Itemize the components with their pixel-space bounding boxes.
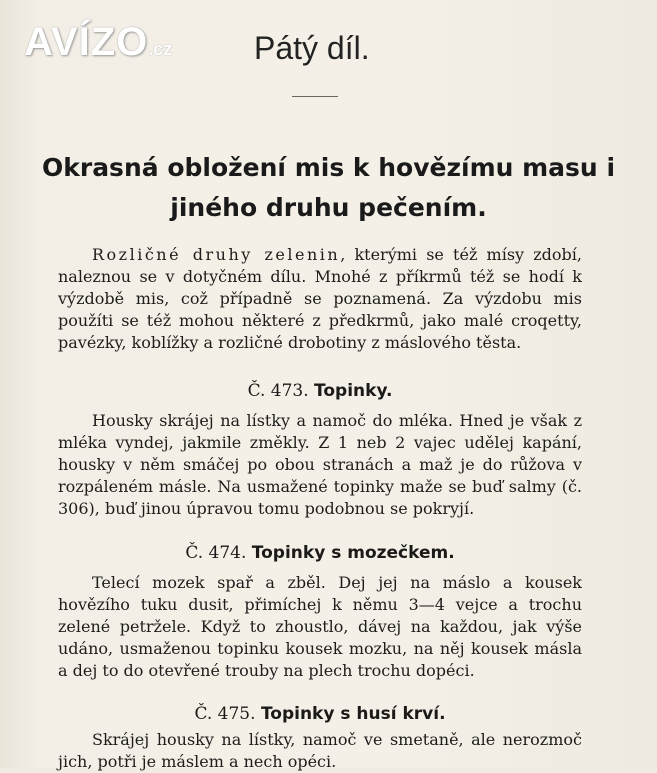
recipe-name: Topinky s mozečkem.: [251, 543, 455, 563]
recipe-text-473: Housky skrájej na lístky a namoč do mléka. Hned je však z mléka vyndej, jakmile změkly. Z 1 neb 2 vajec udělej kapání, housky v něm smáčej po obou stranách a maž je do růžova v rozpáleném másle. Na usmažené topinky maže se buď salmy (č. 306), buď jinou úpravou tomu podobnou se pokryjí.: [58, 411, 582, 518]
watermark-suffix: .cz: [148, 39, 173, 59]
recipe-heading-473: [58, 380, 582, 402]
chapter-title: Okrasná obložení mis k hovězímu masu i jiného druhu pečením.: [41, 153, 616, 222]
recipe-number: Č. 473.: [247, 381, 309, 401]
recipe-number: Č. 475.: [194, 704, 256, 724]
divider-rule: [292, 96, 338, 97]
avizo-watermark: [24, 22, 172, 69]
recipe-heading-475: [58, 703, 582, 725]
recipe-number: Č. 474.: [185, 543, 247, 563]
intro-spaced-text: Rozličné druhy zelenin: [92, 245, 341, 264]
part-title: Pátý díl.: [254, 30, 370, 66]
intro-text: , kterými se též mísy zdobí, naleznou se v dotyčném dílu. Mnohé z příkrmů též se hodí k výzdobě mis, což případně se poznamená. Za výzdobu mis použíti se též mohou některé z předkrmů, jako malé croqetty, pavézky, koblížky a rozličné drobotiny z máslového těsta.: [58, 245, 583, 352]
recipe-heading-474: [58, 542, 582, 564]
recipe-text-475: Skrájej housky na lístky, namoč ve smetaně, ale nerozmoč jich, potři je máslem a nech opéci.: [58, 730, 582, 771]
watermark-brand: AVÍZO: [24, 20, 149, 64]
recipe-name: Topinky.: [314, 381, 393, 401]
recipe-name: Topinky s husí krví.: [260, 704, 446, 724]
recipe-text-474: Telecí mozek spař a zběl. Dej jej na máslo a kousek hovězího tuku dusit, přimíchej k němu 3—4 vejce a trochu zelené petržele. Když to zhoustlo, dávej na každou, jak výše udáno, usmaženou topinku kousek mozku, na něj kousek másla a dej to do otevřené trouby na plech trochu dopéci.: [58, 573, 582, 680]
intro-paragraph: [58, 244, 582, 354]
